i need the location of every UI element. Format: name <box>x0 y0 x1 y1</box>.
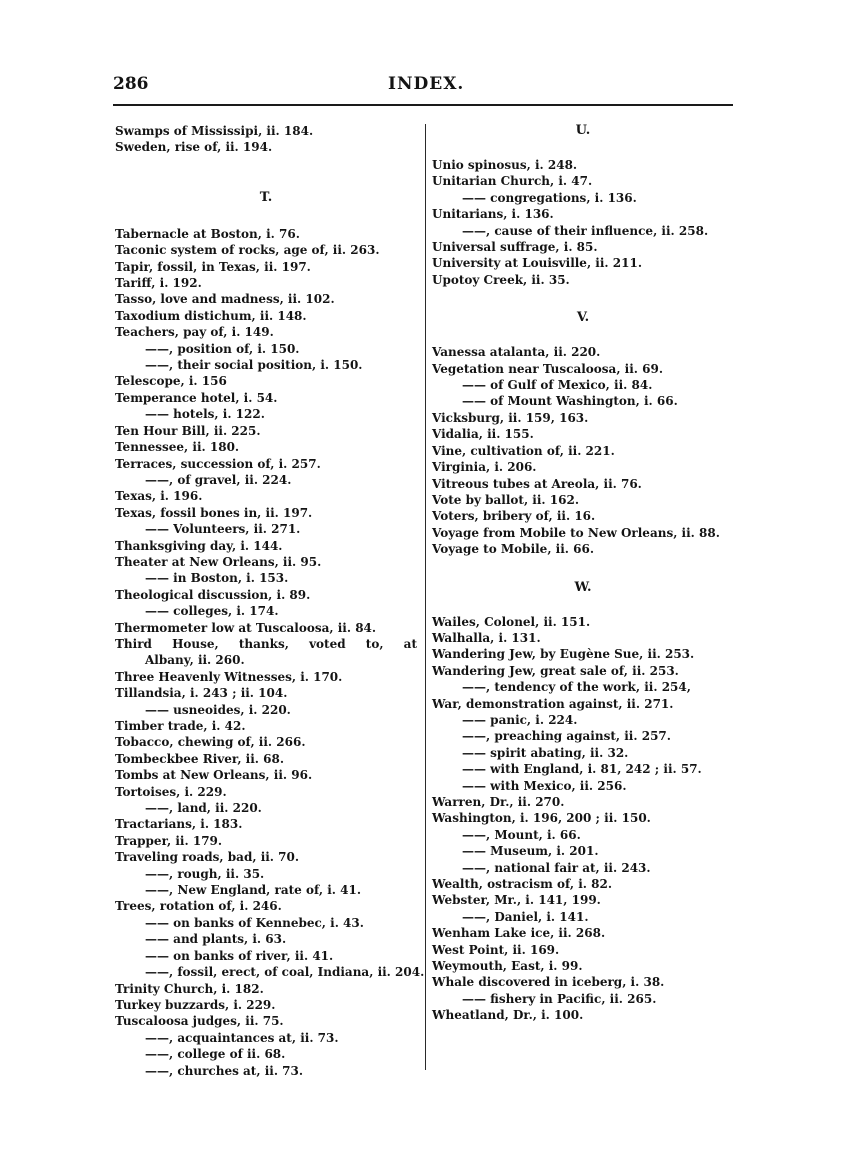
index-entry: Whale discovered in iceberg, i. 38. <box>432 975 665 990</box>
index-entry: Tractarians, i. 183. <box>115 817 243 832</box>
index-entry: Vanessa atalanta, ii. 220. <box>432 345 601 360</box>
index-entry: War, demonstration against, ii. 271. <box>432 696 674 711</box>
header-rule <box>113 104 733 106</box>
v-entries <box>432 344 734 557</box>
index-entry: —— Museum, i. 201. <box>462 844 599 859</box>
section-heading-w: W. <box>574 579 592 595</box>
index-entry: Terraces, succession of, i. 257. <box>115 456 321 471</box>
index-entry: Warren, Dr., ii. 270. <box>432 795 565 809</box>
index-entry: Virginia, i. 206. <box>432 460 537 475</box>
index-entry: West Point, ii. 169. <box>432 942 560 957</box>
index-entry: ——, their social position, i. 150. <box>145 358 363 373</box>
index-entry: —— on banks of river, ii. 41. <box>145 948 334 963</box>
index-entry: —— panic, i. 224. <box>462 712 578 727</box>
index-entry: Taconic system of rocks, age of, ii. 263. <box>115 243 380 258</box>
index-entry: Tennessee, ii. 180. <box>115 440 240 455</box>
index-entry: Trinity Church, i. 182. <box>115 981 264 996</box>
left-column <box>115 123 425 1079</box>
index-entry: —— Volunteers, ii. 271. <box>145 522 301 537</box>
index-entry: —— colleges, i. 174. <box>145 604 279 619</box>
index-entry: ——, rough, ii. 35. <box>145 866 265 881</box>
index-entry: —— usneoides, i. 220. <box>145 702 291 717</box>
running-head: INDEX. <box>388 74 465 94</box>
index-entry: Thermometer low at Tuscaloosa, ii. 84. <box>115 620 377 635</box>
index-entry: Timber trade, i. 42. <box>115 719 246 733</box>
index-entry: Unio spinosus, i. 248. <box>432 158 578 172</box>
index-entry: ——, position of, i. 150. <box>145 341 300 356</box>
index-entry: —— of Mount Washington, i. 66. <box>462 394 678 409</box>
page-number: 286 <box>113 74 149 94</box>
index-entry: ——, tendency of the work, ii. 254, <box>462 680 691 695</box>
index-entry: Voters, bribery of, ii. 16. <box>432 509 596 524</box>
index-entry: —— fishery in Pacific, ii. 265. <box>462 991 657 1006</box>
column-divider <box>425 124 426 1070</box>
index-entry: ——, land, ii. 220. <box>145 801 262 816</box>
index-entry: Three Heavenly Witnesses, i. 170. <box>115 669 343 684</box>
index-entry: Vitreous tubes at Areola, ii. 76. <box>432 476 642 491</box>
index-entry: Tobacco, chewing of, ii. 266. <box>115 735 306 750</box>
index-entry: ——, acquaintances at, ii. 73. <box>145 1030 339 1045</box>
index-entry: Taxodium distichum, ii. 148. <box>115 308 307 323</box>
index-entry: Turkey buzzards, i. 229. <box>115 997 276 1012</box>
section-heading-t: T. <box>259 189 273 205</box>
t-entries <box>115 226 425 1079</box>
index-entry: Albany, ii. 260. <box>145 653 245 668</box>
index-entry: Tortoises, i. 229. <box>115 784 227 799</box>
index-entry: ——, cause of their influence, ii. 258. <box>462 223 709 238</box>
index-entry: Swamps of Mississipi, ii. 184. <box>115 124 314 138</box>
index-entry: Trees, rotation of, i. 246. <box>115 899 282 914</box>
right-column <box>432 123 734 1024</box>
index-entry: Tariff, i. 192. <box>115 276 202 291</box>
index-entry: ——, Mount, i. 66. <box>462 827 581 842</box>
index-entry: ——, college of ii. 68. <box>145 1047 286 1062</box>
index-entry: Universal suffrage, i. 85. <box>432 240 598 255</box>
index-entry: ——, New England, rate of, i. 41. <box>145 883 362 898</box>
index-entry: Texas, fossil bones in, ii. 197. <box>115 505 313 520</box>
index-entry: Voyage from Mobile to New Orleans, ii. 88. <box>432 525 720 540</box>
index-entry: Wenham Lake ice, ii. 268. <box>432 926 606 941</box>
index-entry: Tabernacle at Boston, i. 76. <box>115 226 300 241</box>
index-entry: —— and plants, i. 63. <box>145 932 287 947</box>
index-entry: Tombs at New Orleans, ii. 96. <box>115 768 313 783</box>
index-entry: Vine, cultivation of, ii. 221. <box>432 443 615 458</box>
index-entry: Thanksgiving day, i. 144. <box>115 538 283 553</box>
index-entry: ——, national fair at, ii. 243. <box>462 860 651 875</box>
index-entry: Webster, Mr., i. 141, 199. <box>432 893 601 908</box>
index-entry: Weymouth, East, i. 99. <box>432 959 583 974</box>
index-entry: Third House, thanks, voted to, at <box>115 636 417 651</box>
index-entry: Vegetation near Tuscaloosa, ii. 69. <box>432 361 664 376</box>
index-entry: —— with Mexico, ii. 256. <box>462 778 627 793</box>
index-entry: —— on banks of Kennebec, i. 43. <box>145 915 364 930</box>
index-entry: Washington, i. 196, 200 ; ii. 150. <box>432 811 651 826</box>
index-entry: University at Louisville, ii. 211. <box>432 256 642 271</box>
index-entry: —— spirit abating, ii. 32. <box>462 745 629 760</box>
index-entry: ——, churches at, ii. 73. <box>145 1063 304 1078</box>
index-entry: ——, preaching against, ii. 257. <box>462 729 671 744</box>
index-entry: Trapper, ii. 179. <box>115 833 223 848</box>
index-entry: —— of Gulf of Mexico, ii. 84. <box>462 378 653 393</box>
index-entry: Walhalla, i. 131. <box>432 630 541 645</box>
index-entry: —— congregations, i. 136. <box>462 190 637 205</box>
index-entry: Wealth, ostracism of, i. 82. <box>432 877 613 892</box>
index-entry: Tapir, fossil, in Texas, ii. 197. <box>115 259 311 274</box>
index-entry: Sweden, rise of, ii. 194. <box>115 140 273 155</box>
section-heading-v: V. <box>576 310 590 326</box>
index-entry: ——, of gravel, ii. 224. <box>145 472 292 487</box>
index-entry: Ten Hour Bill, ii. 225. <box>115 423 261 438</box>
index-entry: Vicksburg, ii. 159, 163. <box>432 410 589 425</box>
index-entry: Tombeckbee River, ii. 68. <box>115 751 285 766</box>
index-entry: Tuscaloosa judges, ii. 75. <box>115 1014 284 1029</box>
index-entry: ——, Daniel, i. 141. <box>462 909 589 924</box>
index-entry: Tillandsia, i. 243 ; ii. 104. <box>115 686 288 701</box>
index-entry: Upotoy Creek, ii. 35. <box>432 272 570 287</box>
index-entry: Wheatland, Dr., i. 100. <box>432 1008 584 1023</box>
index-entry: Traveling roads, bad, ii. 70. <box>115 850 300 865</box>
index-entry: ——, fossil, erect, of coal, Indiana, ii. 204. <box>145 965 425 980</box>
index-entry: —— hotels, i. 122. <box>145 407 265 422</box>
index-entry: Tasso, love and madness, ii. 102. <box>115 292 335 307</box>
index-entry: —— with England, i. 81, 242 ; ii. 57. <box>462 762 702 777</box>
index-entry: Telescope, i. 156 <box>115 374 227 389</box>
index-entry: Wandering Jew, by Eugène Sue, ii. 253. <box>432 647 695 662</box>
index-entry: Temperance hotel, i. 54. <box>115 390 278 405</box>
index-entry: Vote by ballot, ii. 162. <box>432 492 579 507</box>
w-entries <box>432 614 734 1024</box>
index-entry: Wandering Jew, great sale of, ii. 253. <box>432 663 679 678</box>
index-entry: Theater at New Orleans, ii. 95. <box>115 554 322 569</box>
index-entry: Voyage to Mobile, ii. 66. <box>432 542 595 557</box>
index-entry: —— in Boston, i. 153. <box>145 571 289 586</box>
index-entry: Theological discussion, i. 89. <box>115 587 311 602</box>
index-entry: Unitarian Church, i. 47. <box>432 174 593 189</box>
u-entries <box>432 157 734 288</box>
index-entry: Texas, i. 196. <box>115 489 203 504</box>
section-heading-u: U. <box>575 123 591 138</box>
index-entry: Unitarians, i. 136. <box>432 207 554 222</box>
index-entry: Vidalia, ii. 155. <box>432 427 534 442</box>
index-entry: Wailes, Colonel, ii. 151. <box>432 614 591 629</box>
page-header <box>113 74 733 98</box>
index-entry: Teachers, pay of, i. 149. <box>115 325 274 340</box>
